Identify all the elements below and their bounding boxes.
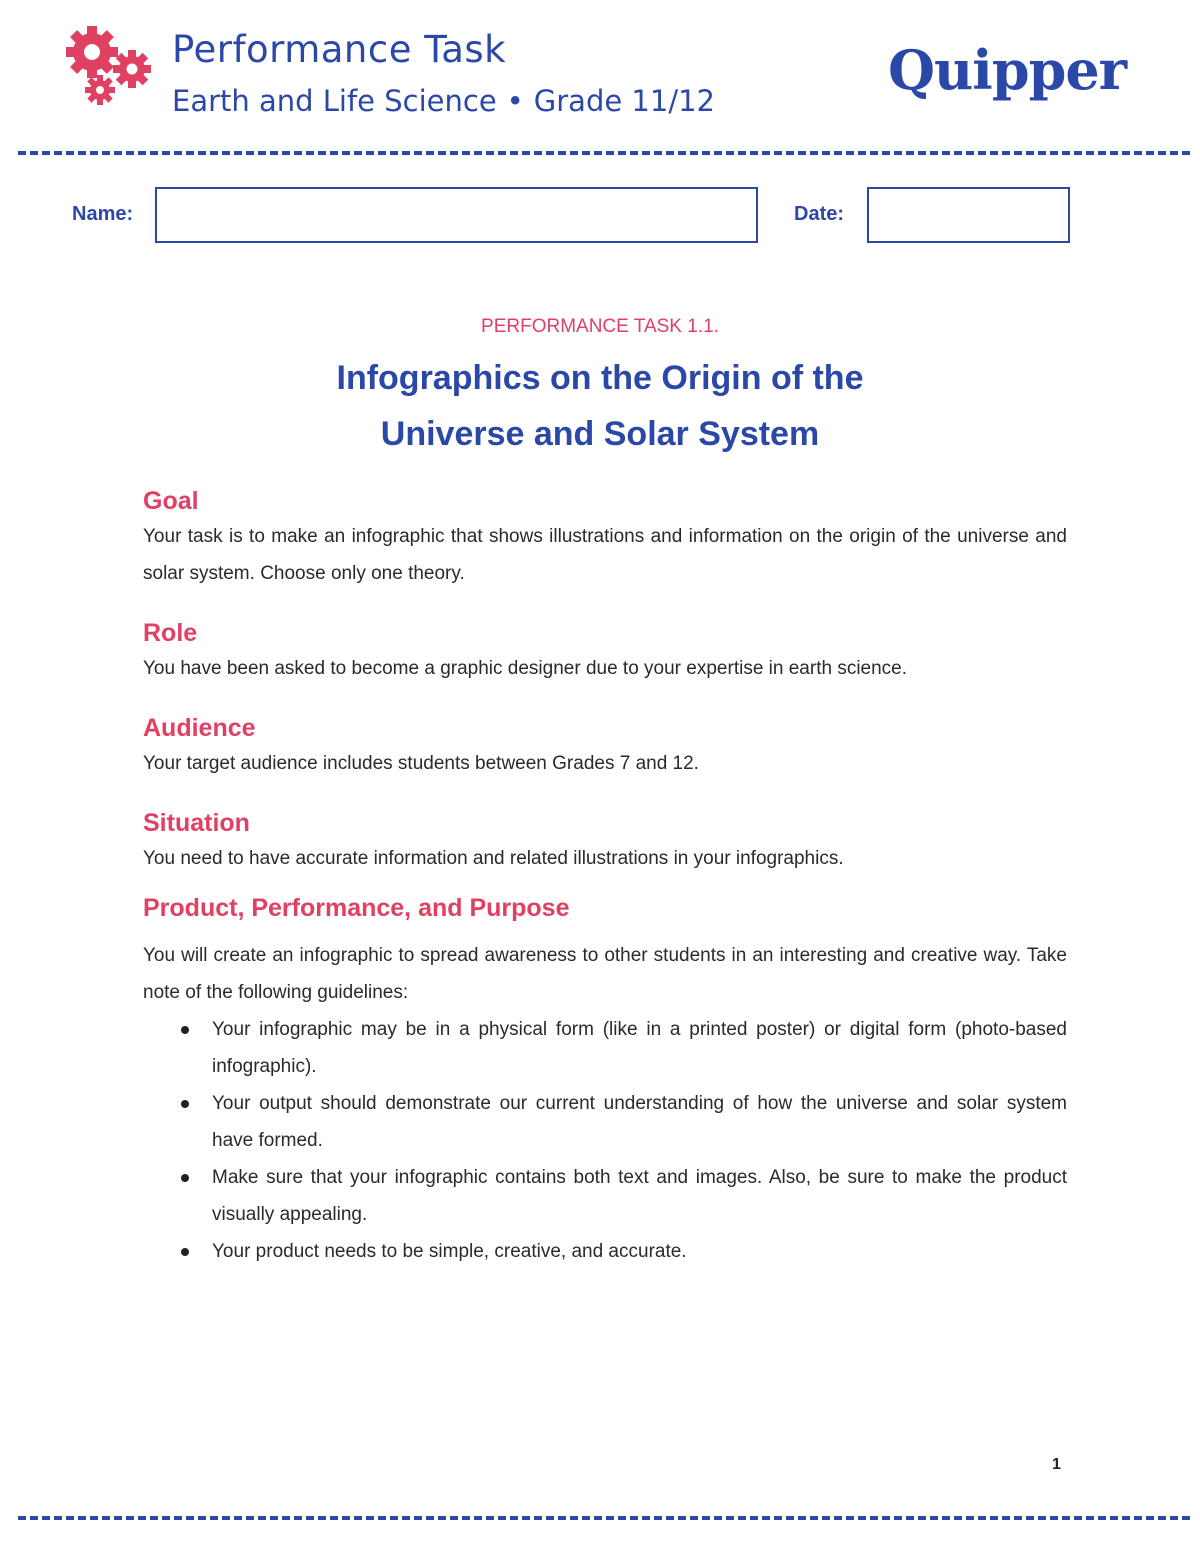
product-heading: Product, Performance, and Purpose xyxy=(143,894,570,922)
top-divider xyxy=(18,151,1190,155)
bullet-icon xyxy=(181,1026,189,1034)
bullet-icon xyxy=(181,1100,189,1108)
role-heading: Role xyxy=(143,619,198,647)
gears-icon xyxy=(62,24,154,106)
separator: • xyxy=(506,84,524,118)
bullet-icon xyxy=(181,1174,189,1182)
situation-text: You need to have accurate information and related illustrations in your infographics. xyxy=(143,848,844,869)
name-field[interactable] xyxy=(155,187,758,243)
list-item: Make sure that your infographic contains both text and images. Also, be sure to make the product visually appealing. xyxy=(143,1159,1067,1233)
guidelines-list xyxy=(143,1011,1067,1270)
product-text: You will create an infographic to spread awareness to other students in an interesting and creative way. Take note of the following guidelines: xyxy=(143,945,1067,1003)
grade-level: Grade 11/12 xyxy=(533,84,715,118)
list-item: Your infographic may be in a physical form (like in a printed poster) or digital form (photo-based infographic). xyxy=(143,1011,1067,1085)
page-number: 1 xyxy=(1052,1456,1061,1473)
date-label: Date: xyxy=(794,203,845,225)
subject-name: Earth and Life Science xyxy=(172,84,497,118)
goal-heading: Goal xyxy=(143,487,199,515)
title-line-1: Infographics on the Origin of the xyxy=(336,359,864,397)
header-subtitle xyxy=(172,84,715,118)
audience-heading: Audience xyxy=(143,714,256,742)
header-title: Performance Task xyxy=(172,28,507,71)
name-label: Name: xyxy=(72,203,134,225)
brand-logo: Quipper xyxy=(888,38,1127,102)
date-field[interactable] xyxy=(867,187,1070,243)
situation-heading: Situation xyxy=(143,809,250,837)
role-text: You have been asked to become a graphic designer due to your expertise in earth science. xyxy=(143,658,908,679)
bottom-divider xyxy=(18,1516,1190,1520)
task-label: PERFORMANCE TASK 1.1. xyxy=(481,316,719,337)
bullet-icon xyxy=(181,1248,189,1256)
title-line-2: Universe and Solar System xyxy=(380,415,820,453)
list-item: Your output should demonstrate our current understanding of how the universe and solar system have formed. xyxy=(143,1085,1067,1159)
task-content xyxy=(143,484,1067,1270)
page-title xyxy=(0,350,1200,462)
goal-text: Your task is to make an infographic that shows illustrations and information on the origin of the universe and solar system. Choose only one theory. xyxy=(143,526,1067,584)
list-item: Your product needs to be simple, creative, and accurate. xyxy=(143,1233,1067,1270)
audience-text: Your target audience includes students between Grades 7 and 12. xyxy=(143,753,699,774)
